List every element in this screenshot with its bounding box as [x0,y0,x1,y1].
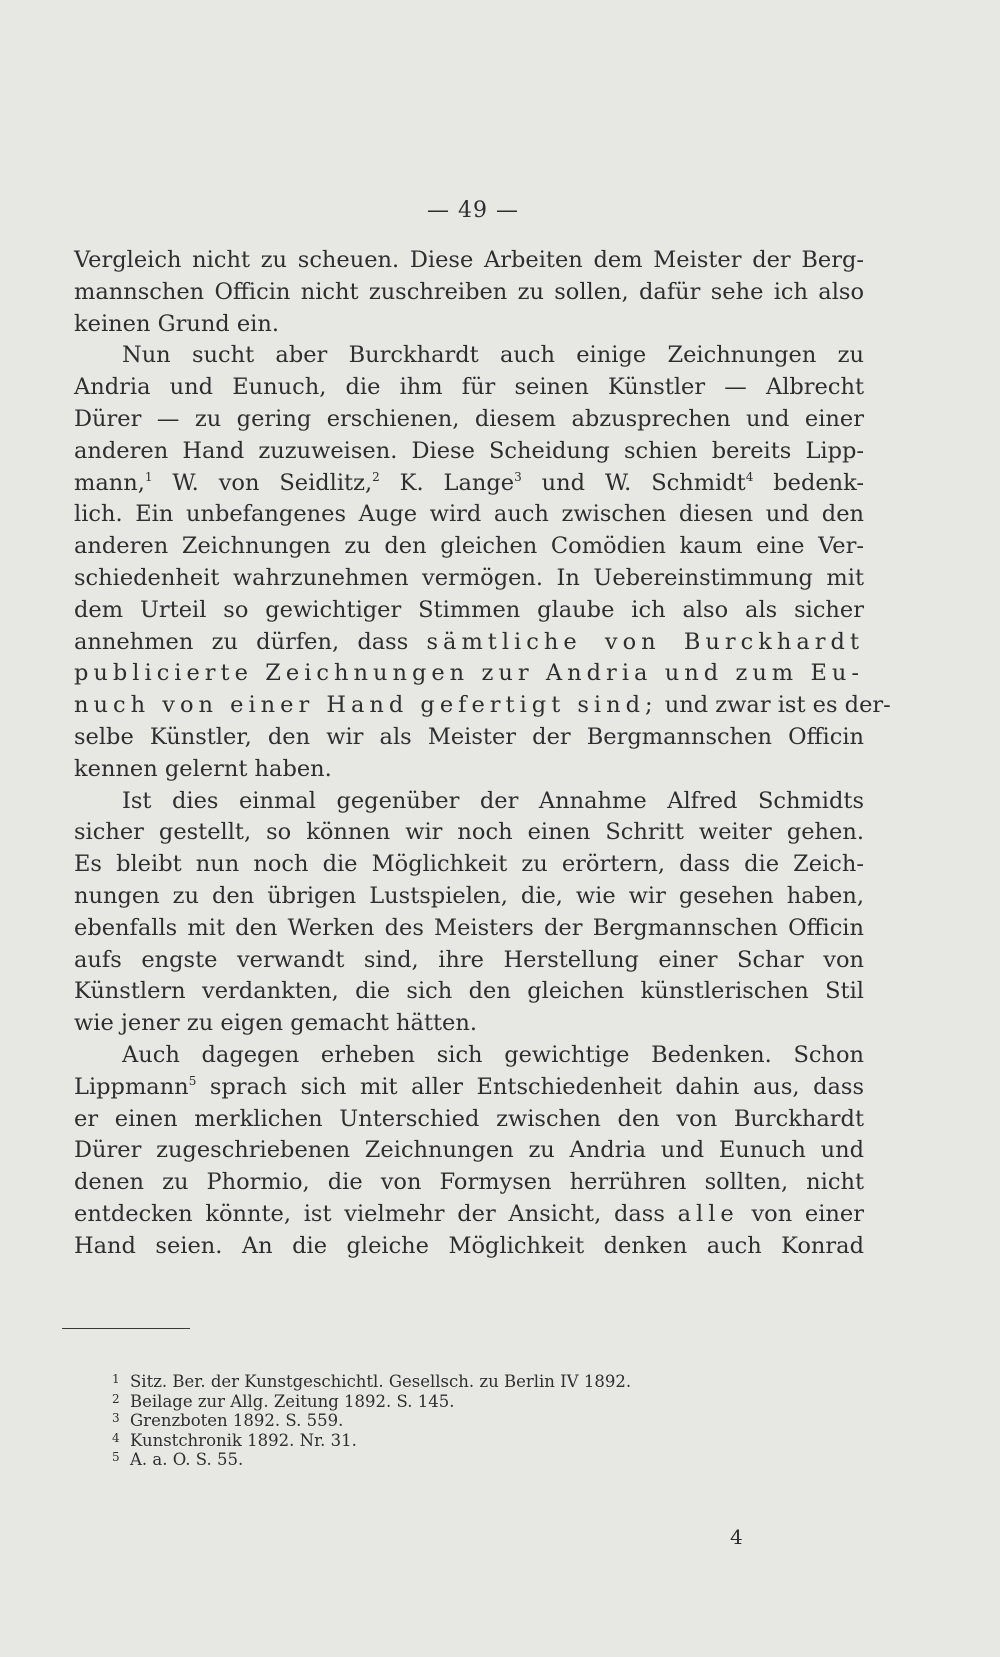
paragraph [74,340,891,785]
footnote-mark: 4 [112,1430,120,1445]
text-line: schiedenheit wahrzunehmen vermögen. In Uebereinstimmung mit [74,564,864,591]
paragraph [74,786,864,1040]
text-line: Dürer zugeschriebenen Zeichnungen zu Andria und Eunuch und [74,1137,864,1164]
text-line: anderen Zeichnungen zu den gleichen Comödien kaum eine Ver- [74,533,864,560]
footnote-ref: 5 [188,1073,197,1088]
text-line: sicher gestellt, so können wir noch einen Schritt weiter gehen. [74,819,864,846]
text-line: Dürer — zu gering erschienen, diesem abzusprechen und einer [74,405,864,432]
text-line: Andria und Eunuch, die ihm für seinen Künstler — Albrecht [74,374,864,401]
footnotes [112,1370,631,1468]
footnote-text: Grenzboten 1892. S. 559. [130,1411,344,1430]
text-line: aufs engste verwandt sind, ihre Herstellung einer Schar von [74,946,864,973]
page-number: — 49 — [427,198,519,223]
footnote-separator [62,1328,190,1329]
text-line: Lippmann$^5$ sprach sich mit aller Entschiedenheit dahin aus, dass [74,1073,864,1100]
footnote-mark: 1 [112,1372,120,1386]
emphasized-text-line: publicierte Zeichnungen zur Andria und zum Eu- [74,660,864,687]
text-line: er einen merklichen Unterschied zwischen den von Burckhardt [74,1105,864,1132]
text-line: wie jener zu eigen gemacht hätten. [74,1010,478,1037]
text-line: Ist dies einmal gegenüber der Annahme Alfred Schmidts [122,787,864,814]
footnote-mark: 3 [112,1411,120,1425]
text-line: Nun sucht aber Burckhardt auch einige Zeichnungen zu [122,342,864,369]
footnote-text: Beilage zur Allg. Zeitung 1892. S. 145. [130,1391,455,1411]
body-text [74,245,891,1263]
footnote-ref: 1 [144,469,153,484]
footnote-mark: 2 [112,1391,120,1406]
text-line: mannschen Officin nicht zuschreiben zu sollen, dafür sehe ich also [74,278,864,305]
footnote-ref: 2 [372,469,380,484]
text-line: Künstlern verdankten, die sich den gleichen künstlerischen Stil [74,978,864,1005]
emphasized-text: sämtliche von Burckhardt [426,628,864,655]
footnote-ref: 3 [514,469,522,484]
text-line: Auch dagegen erheben sich gewichtige Bedenken. Schon [122,1041,864,1068]
text-line: keinen Grund ein. [74,310,280,337]
footnote [112,1448,631,1468]
text-line: nungen zu den übrigen Lustspielen, die, wie wir gesehen haben, [74,882,864,909]
text-line: Vergleich nicht zu scheuen. Diese Arbeiten dem Meister der Berg- [74,247,864,273]
signature-mark: 4 [730,1525,743,1549]
text-line: anderen Hand zuzuweisen. Diese Scheidung schien bereits Lipp- [74,437,864,464]
text-line: selbe Künstler, den wir als Meister der Bergmannschen Officin [74,723,864,750]
text-line: nuch von einer Hand gefertigt sind; und zwar ist es der- [74,692,891,719]
footnote [112,1429,631,1449]
paragraph [74,1040,864,1263]
text-line: dem Urteil so gewichtiger Stimmen glaube ich also als sicher [74,596,864,623]
emphasized-text: nuch von einer Hand gefertigt sind; [74,692,658,719]
footnote-ref: 4 [745,469,754,484]
text-line: annehmen zu dürfen, dass sämtliche von Burckhardt [74,628,864,655]
paragraph [74,245,864,340]
footnote-mark: 5 [112,1450,120,1464]
footnote-text: Kunstchronik 1892. Nr. 31. [130,1430,357,1450]
text-line: ebenfalls mit den Werken des Meisters der Bergmannschen Officin [74,914,864,941]
footnote [112,1409,631,1429]
footnote-text: A. a. O. S. 55. [130,1450,244,1469]
text-line: entdecken könnte, ist vielmehr der Ansicht, dass alle von einer [74,1200,864,1227]
text-line: kennen gelernt haben. [74,755,332,782]
text-line: denen zu Phormio, die von Formysen herrühren sollten, nicht [74,1169,864,1196]
footnote [112,1370,631,1390]
text-line: Hand seien. An die gleiche Möglichkeit denken auch Konrad [74,1232,864,1259]
footnote-text: Sitz. Ber. der Kunstgeschichtl. Gesellsch. zu Berlin IV 1892. [130,1372,632,1391]
text-line: mann,$^1$ W. von Seidlitz,$^2$ K. Lange$^3$ und W. Schmidt$^4$ bedenk- [74,469,865,496]
emphasized-text: alle [677,1200,739,1227]
text-line: lich. Ein unbefangenes Auge wird auch zwischen diesen und den [74,501,864,528]
footnote [112,1390,631,1410]
text-line: Es bleibt nun noch die Möglichkeit zu erörtern, dass die Zeich- [74,851,864,878]
